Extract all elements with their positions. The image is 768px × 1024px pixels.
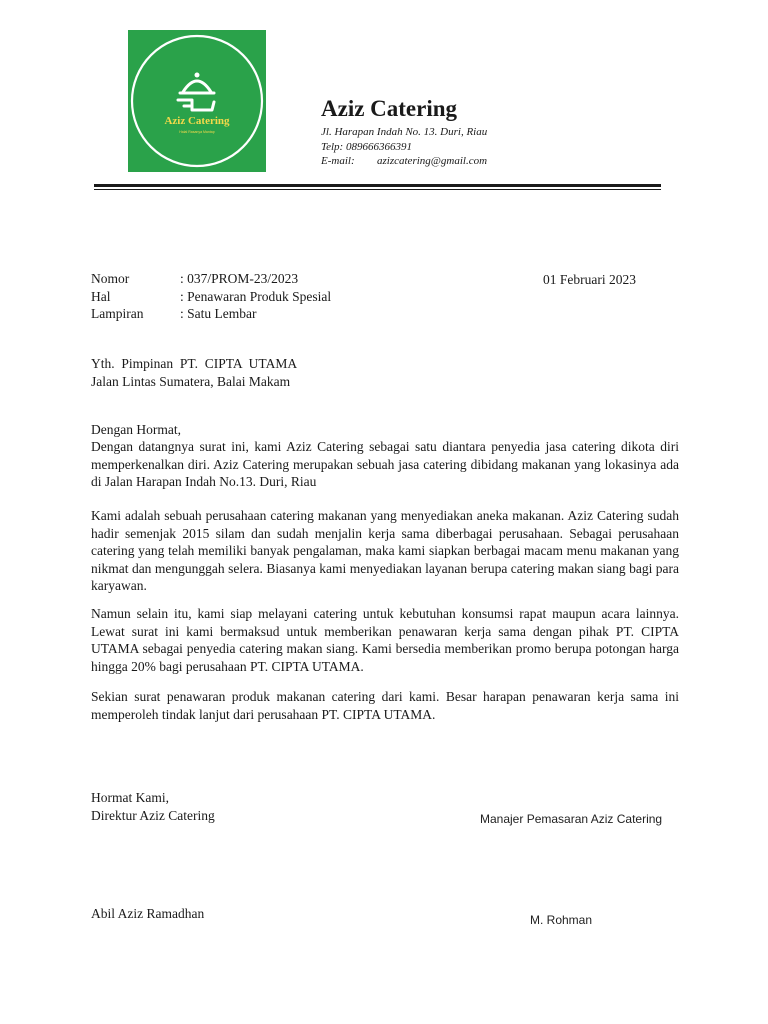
cloche-icon	[178, 73, 214, 111]
recipient-address: Jalan Lintas Sumatera, Balai Makam	[91, 373, 291, 389]
company-name: Aziz Catering	[321, 96, 458, 121]
letter-date: 01 Februari 2023	[543, 272, 636, 287]
meta-value: : 037/PROM-23/2023	[180, 271, 299, 286]
company-address: Jl. Harapan Indah No. 13. Duri, Riau	[321, 126, 488, 138]
meta-label: Nomor	[91, 271, 130, 286]
letterhead-divider-thin	[94, 189, 661, 190]
meta-row-lampiran	[91, 305, 331, 323]
email-label: E-mail:	[321, 155, 355, 167]
body-paragraph-1: Dengan datangnya surat ini, kami Aziz Catering sebagai satu diantara penyedia jasa catering dikota diri memperkenalkan diri. Aziz Catering merupakan sebuah jasa catering dibidang makanan yang lokasinya ada di Jalan Harapan Indah No.13. Duri, Riau	[91, 439, 679, 489]
closing-left	[91, 789, 215, 824]
signer-name-left: Abil Aziz Ramadhan	[91, 906, 205, 921]
meta-row-hal	[91, 288, 331, 306]
meta-value: : Satu Lembar	[180, 306, 257, 321]
meta-row-nomor	[91, 270, 331, 288]
meta-label: Hal	[91, 288, 111, 304]
logo-text: Aziz Catering	[164, 115, 230, 127]
body-paragraph-3: Namun selain itu, kami siap melayani catering untuk kebutuhan konsumsi rapat maupun acara lainnya. Lewat surat ini kami bermaksud untuk memberikan penawaran kerja sama dengan pihak PT. CIPTA UTAMA sebagai penyedia catering makan siang. Kami bersedia memberikan promo berupa potongan harga hingga 20% bagi perusahaan PT. CIPTA UTAMA.	[91, 606, 679, 674]
signer-title-left: Direktur Aziz Catering	[91, 807, 215, 823]
recipient-name: Yth. Pimpinan PT. CIPTA UTAMA	[91, 356, 298, 371]
body-paragraph-4: Sekian surat penawaran produk makanan catering dari kami. Besar harapan penawaran kerja sama ini memperoleh tindak lanjut dari perusahaan PT. CIPTA UTAMA.	[91, 689, 679, 722]
recipient-block	[91, 355, 297, 390]
meta-value: : Penawaran Produk Spesial	[180, 288, 332, 304]
letterhead-divider-thick	[94, 184, 661, 187]
letter-meta	[91, 270, 331, 323]
signer-title-right: Manajer Pemasaran Aziz Catering	[480, 812, 663, 826]
company-phone: Telp: 089666366391	[321, 141, 412, 153]
company-email[interactable]: azizcatering@gmail.com	[377, 155, 488, 167]
signer-name-right: M. Rohman	[530, 913, 593, 927]
meta-label: Lampiran	[91, 306, 144, 321]
logo-graphic	[128, 30, 266, 172]
company-email-line	[321, 155, 487, 167]
letter-greeting: Dengan Hormat,	[91, 422, 181, 437]
body-paragraph-2: Kami adalah sebuah perusahaan catering makanan yang menyediakan aneka makanan. Aziz Catering sudah hadir semenjak 2015 silam dan sudah menjalin kerja sama diberbagai perusahaan. Sebagai perusahaan catering yang telah memiliki banyak pengalaman, maka kami siapkan berbagai macam menu makanan yang nikmat dan mengunggah selera. Biasanya kami menyediakan layanan berupa catering makan siang bagi para karyawan.	[91, 508, 679, 593]
logo-tagline: Halal Rasanya Mantap	[179, 130, 215, 134]
closing-salutation: Hormat Kami,	[91, 790, 169, 805]
company-logo	[128, 30, 266, 172]
